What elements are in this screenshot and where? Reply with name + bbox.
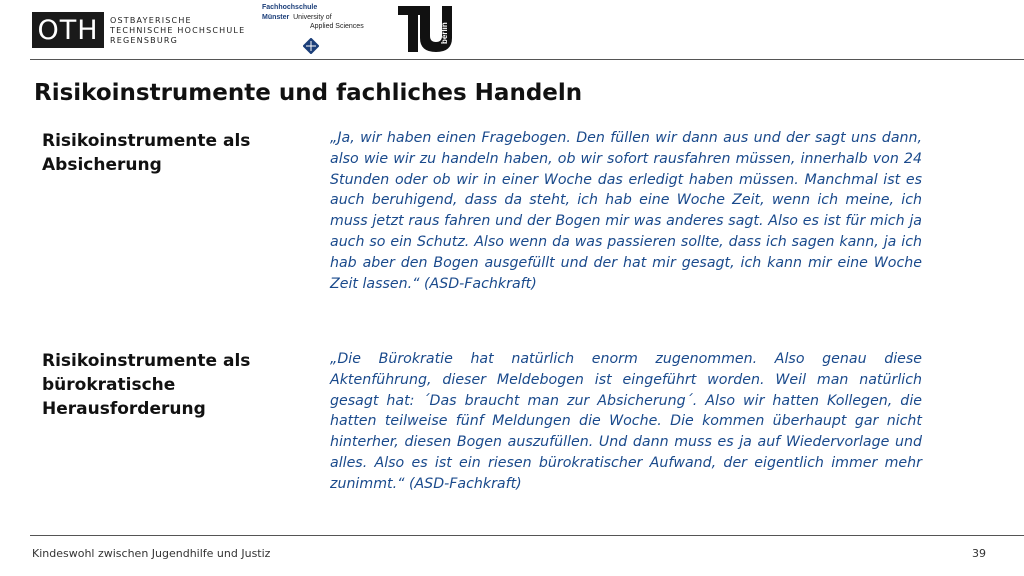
tu-berlin-logo: [398, 6, 456, 52]
fhm-line2: University of: [293, 14, 332, 21]
section-quote: „Die Bürokratie hat natürlich enorm zugenommen. Also genau diese Aktenführung, dieser Meldebogen ist eingeführt worden. Weil man natürlich gesagt hat: ´Das braucht man zur Absicherung´. Also wir hatten Kollegen, die hatten teilweise fünf Meldungen die Woche. Die kommen überhaupt gar nicht hinterher, diesen Bogen auszufüllen. Und dann muss es ja auf Wiedervorlage und alles. Also es ist ein riesen bürokratischer Aufwand, der eigentlich immer mehr zunimmt.“ (ASD-Fachkraft): [330, 351, 922, 492]
fhm-line3: Applied Sciences: [310, 23, 364, 30]
oth-name-line: REGENSBURG: [110, 36, 179, 45]
section-heading: Risikoinstrumente als Absicherung: [42, 131, 251, 175]
header-divider: [30, 59, 1024, 60]
page-number: 39: [972, 547, 986, 560]
oth-name-line: OSTBAYERISCHE: [110, 16, 192, 25]
section-heading: Risikoinstrumente als bürokratische Herausforderung: [42, 351, 251, 419]
oth-name-line: TECHNISCHE HOCHSCHULE: [110, 26, 246, 35]
section-quote: „Ja, wir haben einen Fragebogen. Den füllen wir dann aus und der sagt uns dann, also wie wir zu handeln haben, ob wir sofort rausfahren müssen, innerhalb von 24 Stunden oder ob wir in einer Woche das erledigt haben müssen. Manchmal ist es auch beruhigend, dass da steht, ich hab eine Woche Zeit, wenn ich meine, ich muss jetzt raus fahren und der Bogen mir was anderes sagt. Also es ist für mich ja auch so ein Schutz. Also wenn da was passieren sollte, dass ich sagen kann, ja ich hab aber den Bogen ausgefüllt und der hat mir gesagt, ich kann mir eine Woche Zeit lassen.“ (ASD-Fachkraft): [330, 130, 922, 292]
fhm-city: Münster: [262, 14, 290, 21]
tu-berlin-text: berlin: [440, 22, 449, 44]
fhm-logo-line1: Fachhochschule: [262, 4, 318, 11]
oth-logo: [32, 12, 104, 48]
oth-logo-text: OTH: [37, 15, 99, 46]
fhm-logo-text: [262, 13, 364, 31]
fhm-emblem-icon: [303, 38, 319, 54]
footer-text: Kindeswohl zwischen Jugendhilfe und Justiz: [32, 547, 271, 560]
oth-name: [110, 16, 245, 46]
footer-divider: [30, 535, 1024, 536]
slide-title: Risikoinstrumente und fachliches Handeln: [34, 80, 583, 106]
